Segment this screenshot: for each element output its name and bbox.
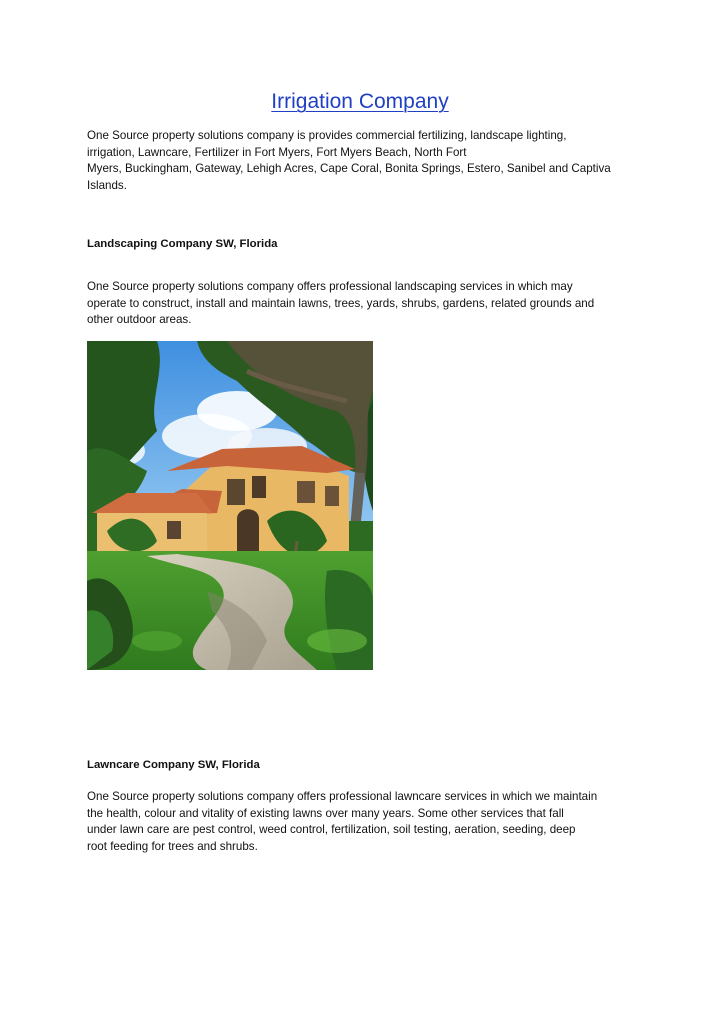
landscaping-heading: Landscaping Company SW, Florida: [87, 238, 278, 250]
lawncare-line: One Source property solutions company offers professional lawncare services in which we maintain: [87, 790, 598, 803]
landscaping-line: other outdoor areas.: [87, 313, 192, 327]
landscaping-line: operate to construct, install and maintain lawns, trees, yards, shrubs, gardens, related grounds and: [87, 296, 595, 310]
intro-line: irrigation, Lawncare, Fertilizer in Fort Myers, Fort Myers Beach, North Fort: [87, 145, 467, 159]
landscaping-line: One Source property solutions company offers professional landscaping services in which may: [87, 280, 573, 293]
lawncare-paragraph: [87, 789, 647, 855]
landscaping-paragraph: [87, 279, 647, 329]
intro-line: One Source property solutions company is provides commercial fertilizing, landscape lighting,: [87, 129, 567, 142]
lawncare-line: root feeding for trees and shrubs.: [87, 839, 258, 853]
intro-paragraph: [87, 128, 647, 194]
lawncare-line: under lawn care are pest control, weed control, fertilization, soil testing, aeration, seeding, deep: [87, 823, 576, 837]
lawncare-heading: Lawncare Company SW, Florida: [87, 759, 260, 771]
page-title-link[interactable]: Irrigation Company: [271, 90, 449, 113]
house-landscape-photo: [87, 341, 373, 670]
intro-line: Islands.: [87, 178, 127, 192]
intro-line: Myers, Buckingham, Gateway, Lehigh Acres, Cape Coral, Bonita Springs, Estero, Sanibel and Captiva: [87, 162, 611, 176]
lawncare-line: the health, colour and vitality of existing lawns over many years. Some other services that fall: [87, 806, 564, 820]
